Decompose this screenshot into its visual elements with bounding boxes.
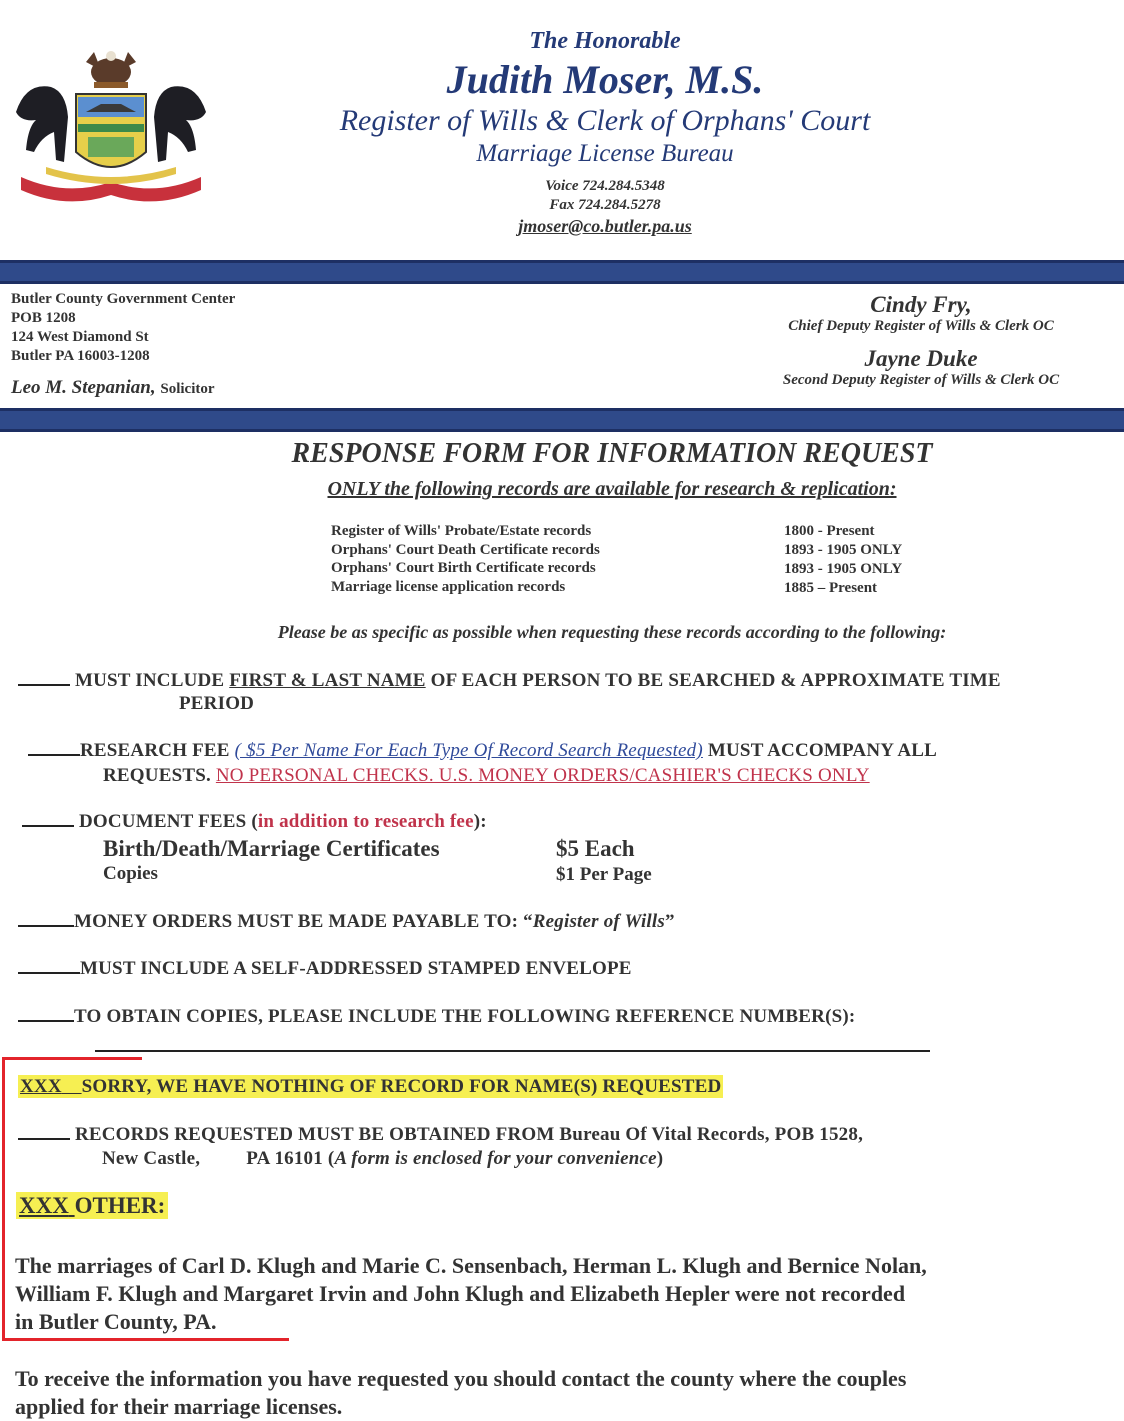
fee-row-price-1: $5 Each bbox=[556, 836, 635, 861]
bureau-title: Marriage License Bureau bbox=[476, 140, 734, 167]
voice-number: Voice 724.284.5348 bbox=[545, 178, 665, 194]
item-vital-records: RECORDS REQUESTED MUST BE OBTAINED FROM Bureau Of Vital Records, POB 1528, bbox=[18, 1124, 863, 1146]
checkbox-blank[interactable] bbox=[22, 824, 74, 827]
item-must-include-cont: PERIOD bbox=[179, 693, 255, 714]
header-divider bbox=[0, 260, 1124, 284]
checkbox-blank[interactable] bbox=[18, 1137, 70, 1140]
fee-row-label-1: Birth/Death/Marriage Certificates bbox=[103, 836, 440, 861]
other-text-line-2: William F. Klugh and Margaret Irvin and John Klugh and Elizabeth Hepler were not recorded bbox=[15, 1281, 906, 1306]
official-name: Judith Moser, M.S. bbox=[446, 57, 764, 102]
item-other bbox=[16, 1193, 168, 1219]
item-vital-records-cont: New Castle, PA 16101 (A form is enclosed for your convenience) bbox=[102, 1148, 664, 1169]
closing-line-1: To receive the information you have requested you should contact the county where the couples bbox=[15, 1366, 907, 1391]
checkbox-blank[interactable] bbox=[28, 753, 80, 756]
item-sorry bbox=[18, 1076, 723, 1098]
item-sase: MUST INCLUDE A SELF-ADDRESSED STAMPED ENVELOPE bbox=[18, 958, 632, 980]
checkbox-blank[interactable] bbox=[18, 683, 70, 686]
solicitor bbox=[11, 377, 215, 399]
fax-number: Fax 724.284.5278 bbox=[549, 197, 661, 213]
red-annotation-bottom bbox=[2, 1338, 289, 1341]
sorry-mark: XXX bbox=[20, 1076, 62, 1097]
address-line-4: Butler PA 16003-1208 bbox=[11, 348, 150, 364]
deputy-2-name: Jayne Duke bbox=[864, 346, 978, 371]
record-name-2: Orphans' Court Death Certificate records bbox=[331, 542, 600, 558]
closing-line-2: applied for their marriage licenses. bbox=[15, 1394, 343, 1419]
deputy-2 bbox=[756, 346, 1086, 389]
deputy-1 bbox=[756, 292, 1086, 335]
other-text-line-3: in Butler County, PA. bbox=[15, 1309, 217, 1334]
fee-row-label-2: Copies bbox=[103, 863, 158, 884]
address-line-3: 124 West Diamond St bbox=[11, 329, 149, 345]
deputy-1-title: Chief Deputy Register of Wills & Clerk OC bbox=[788, 318, 1054, 334]
record-years-3: 1893 - 1905 ONLY bbox=[784, 561, 903, 577]
other-highlight: XXX OTHER: bbox=[16, 1192, 168, 1219]
address-line-2: POB 1208 bbox=[11, 310, 76, 326]
red-annotation-side bbox=[2, 1057, 5, 1340]
item-copies: TO OBTAIN COPIES, PLEASE INCLUDE THE FOLLOWING REFERENCE NUMBER(S): bbox=[18, 1006, 855, 1028]
address-divider bbox=[0, 408, 1124, 432]
record-years-4: 1885 – Present bbox=[784, 580, 878, 596]
record-name-1: Register of Wills' Probate/Estate records bbox=[331, 523, 592, 539]
solicitor-name: Leo M. Stepanian, bbox=[11, 377, 156, 398]
deputy-1-name: Cindy Fry, bbox=[870, 292, 972, 317]
email-link[interactable]: jmoser@co.butler.pa.us bbox=[518, 216, 692, 236]
office-title: Register of Wills & Clerk of Orphans' Court bbox=[339, 104, 871, 137]
item-research-fee: RESEARCH FEE ( $5 Per Name For Each Type Of Record Search Requested) MUST ACCOMPANY ALL bbox=[28, 740, 937, 762]
checkbox-blank[interactable] bbox=[18, 1019, 74, 1022]
record-years-2: 1893 - 1905 ONLY bbox=[784, 542, 903, 558]
reference-number-line[interactable] bbox=[95, 1050, 930, 1052]
record-years-1: 1800 - Present bbox=[784, 523, 875, 539]
item-must-include: MUST INCLUDE FIRST & LAST NAME OF EACH PERSON TO BE SEARCHED & APPROXIMATE TIME bbox=[18, 670, 1001, 692]
other-text-line-1: The marriages of Carl D. Klugh and Marie C. Sensenbach, Herman L. Klugh and Bernice Nolan, bbox=[15, 1253, 927, 1278]
other-mark: XXX bbox=[19, 1193, 69, 1218]
red-annotation-top bbox=[2, 1057, 142, 1060]
record-name-4: Marriage license application records bbox=[331, 579, 566, 595]
item-research-fee-cont: REQUESTS. NO PERSONAL CHECKS. U.S. MONEY ORDERS/CASHIER'S CHECKS ONLY bbox=[103, 765, 870, 786]
sorry-highlight: XXX SORRY, WE HAVE NOTHING OF RECORD FOR NAME(S) REQUESTED bbox=[20, 1076, 722, 1097]
solicitor-title: Solicitor bbox=[160, 381, 215, 397]
honorable-label: The Honorable bbox=[529, 28, 681, 54]
fee-row-price-2: $1 Per Page bbox=[556, 864, 652, 885]
checkbox-blank[interactable] bbox=[18, 971, 80, 974]
records-available-heading: ONLY the following records are available for research & replication: bbox=[327, 478, 897, 500]
deputy-2-title: Second Deputy Register of Wills & Clerk OC bbox=[782, 372, 1060, 388]
form-title: RESPONSE FORM FOR INFORMATION REQUEST bbox=[291, 438, 933, 469]
address-line-1: Butler County Government Center bbox=[11, 291, 236, 307]
checkbox-blank[interactable] bbox=[18, 924, 74, 927]
pennsylvania-seal-icon bbox=[6, 42, 216, 210]
item-document-fees: DOCUMENT FEES (in addition to research fee): bbox=[22, 811, 487, 833]
record-name-3: Orphans' Court Birth Certificate records bbox=[331, 560, 596, 576]
instructions-line: Please be as specific as possible when requesting these records according to the following: bbox=[277, 622, 947, 642]
item-money-orders: MONEY ORDERS MUST BE MADE PAYABLE TO: “Register of Wills” bbox=[18, 911, 675, 933]
